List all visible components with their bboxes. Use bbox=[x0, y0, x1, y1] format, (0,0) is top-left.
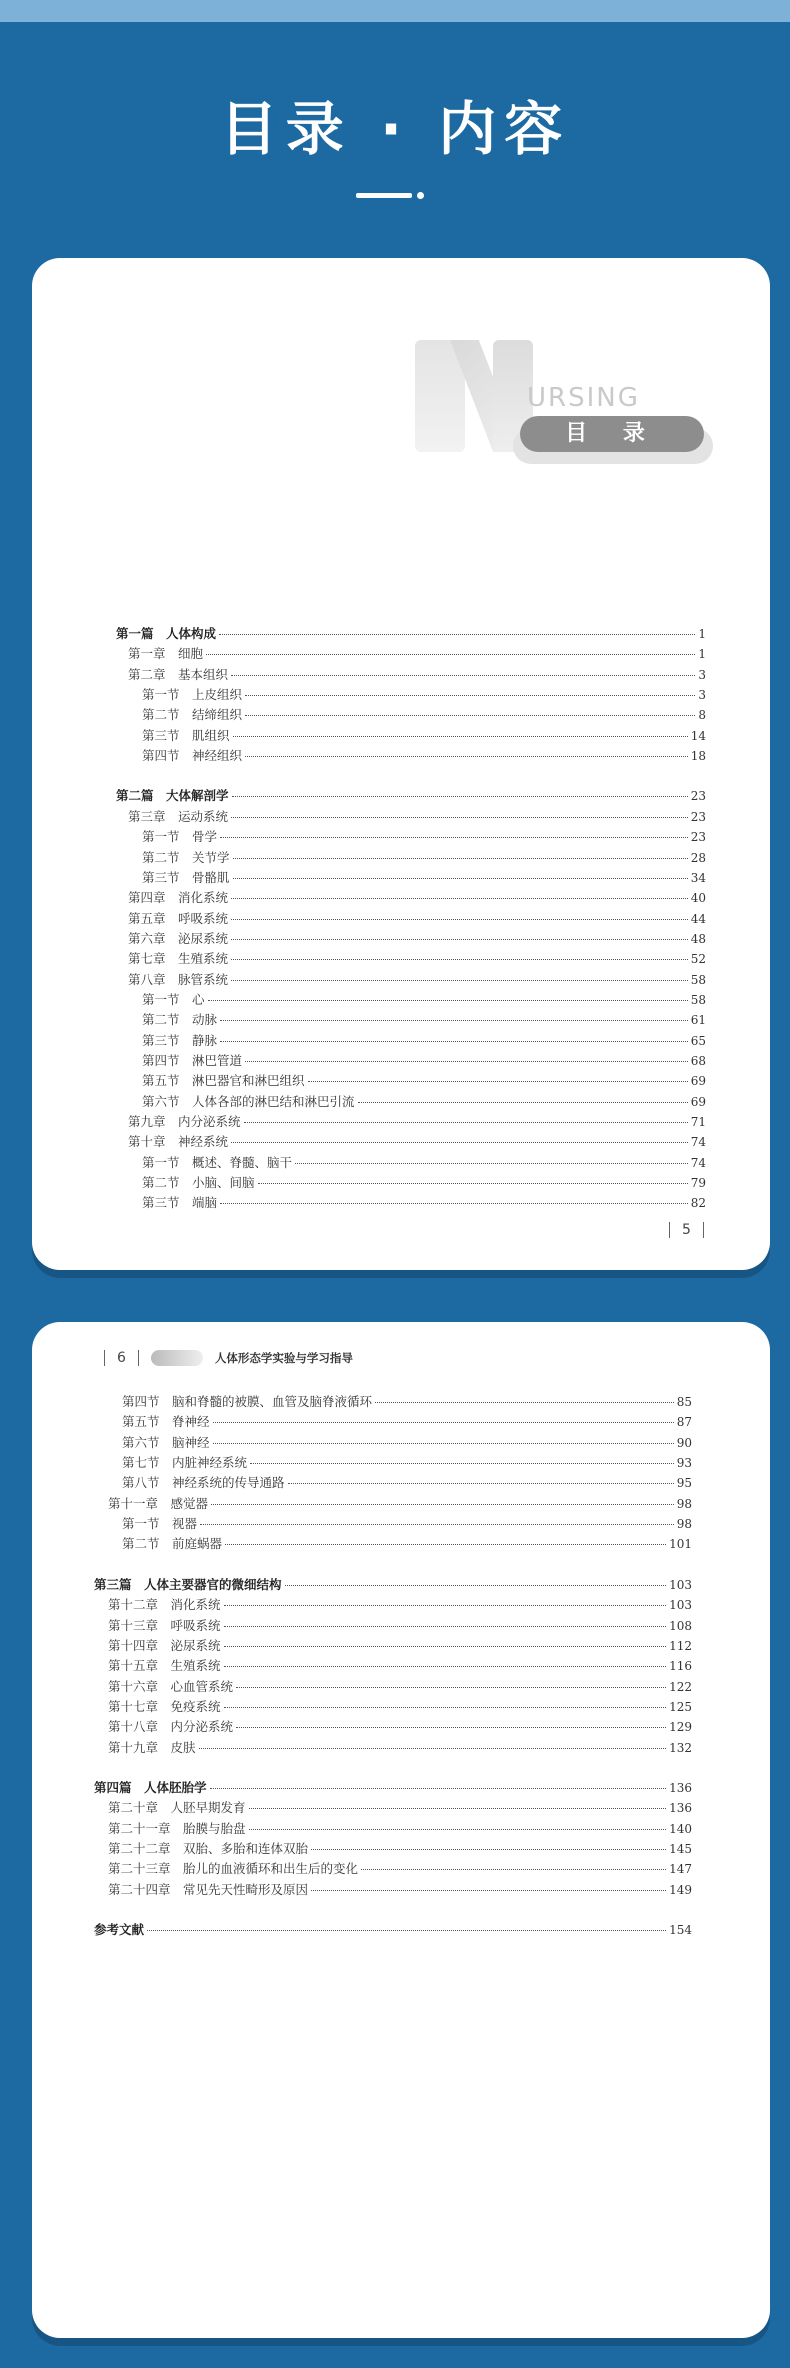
toc-entry-page: 65 bbox=[690, 1033, 706, 1048]
leader-dots bbox=[258, 1183, 688, 1184]
toc-entry-title: 第四节 神经组织 bbox=[142, 748, 243, 764]
leader-dots bbox=[231, 959, 688, 960]
toc-entry-title: 第四节 淋巴管道 bbox=[142, 1053, 243, 1068]
leader-dots bbox=[311, 1890, 666, 1891]
toc-entry-page: 95 bbox=[676, 1476, 692, 1491]
toc-entry-part[interactable] bbox=[94, 1778, 692, 1798]
leader-dots bbox=[250, 1463, 674, 1464]
toc-entry-page: 85 bbox=[676, 1395, 692, 1409]
toc-entry-section[interactable] bbox=[142, 990, 706, 1010]
leader-dots bbox=[311, 1849, 666, 1850]
leader-dots bbox=[232, 796, 688, 797]
toc-entry-title: 第三节 端脑 bbox=[142, 1195, 218, 1211]
top-strip bbox=[0, 0, 790, 22]
toc-entry-page: 132 bbox=[669, 1740, 692, 1755]
toc-entry-page: 145 bbox=[669, 1842, 692, 1856]
toc-entry-title: 第一节 概述、脊髓、脑干 bbox=[142, 1154, 293, 1170]
toc-entry-section[interactable] bbox=[142, 848, 706, 868]
toc-entry-section[interactable] bbox=[142, 705, 706, 725]
leader-dots bbox=[224, 1646, 667, 1647]
toc-entry-section[interactable] bbox=[122, 1453, 692, 1473]
leader-dots bbox=[208, 1000, 688, 1001]
toc-entry-section[interactable] bbox=[142, 827, 706, 847]
leader-dots bbox=[233, 878, 688, 879]
toc-entry-page: 23 bbox=[690, 830, 706, 845]
toc-entry-part[interactable] bbox=[94, 1920, 692, 1940]
toc-entry-chapter[interactable] bbox=[108, 1839, 692, 1859]
toc-entry-title: 第八章 脉管系统 bbox=[128, 971, 229, 987]
toc-entry-section[interactable] bbox=[122, 1534, 692, 1554]
toc-entry-chapter[interactable] bbox=[128, 807, 706, 827]
toc-entry-title: 第二篇 大体解剖学 bbox=[116, 788, 229, 804]
leader-dots bbox=[361, 1869, 666, 1870]
toc-entry-title: 第二十一章 胎膜与胎盘 bbox=[108, 1820, 246, 1836]
toc-entry-section[interactable] bbox=[142, 1153, 706, 1173]
banner-title: 目录 · 内容 bbox=[219, 95, 571, 163]
leader-dots bbox=[225, 1544, 666, 1545]
leader-dots bbox=[224, 1626, 667, 1627]
toc-entry-title: 第六节 脑神经 bbox=[122, 1434, 210, 1450]
toc-entry-section[interactable] bbox=[122, 1514, 692, 1534]
toc-entry-chapter[interactable] bbox=[128, 970, 706, 990]
toc-entry-title: 第二节 前庭蜗器 bbox=[122, 1536, 223, 1552]
toc-entry-chapter[interactable] bbox=[108, 1595, 692, 1615]
toc-entry-page: 23 bbox=[690, 789, 706, 804]
toc-entry-section[interactable] bbox=[142, 1193, 706, 1213]
leader-dots bbox=[288, 1483, 674, 1484]
toc-entry-title: 第五章 呼吸系统 bbox=[128, 910, 229, 926]
toc-entry-title: 第一节 骨学 bbox=[142, 829, 218, 845]
toc-entry-page: 108 bbox=[669, 1618, 692, 1633]
toc-entry-section[interactable] bbox=[122, 1433, 692, 1453]
leader-dots bbox=[200, 1524, 674, 1525]
leader-dots bbox=[358, 1102, 688, 1103]
page-number: 5 bbox=[682, 1222, 691, 1238]
toc-entry-chapter[interactable] bbox=[128, 1132, 706, 1152]
leader-dots bbox=[244, 1122, 688, 1123]
leader-dots bbox=[224, 1605, 667, 1606]
toc-page-6 bbox=[32, 1322, 770, 2338]
leader-dots bbox=[213, 1422, 674, 1423]
toc-entry-page: 74 bbox=[690, 1135, 706, 1150]
toc-entry-title: 第十六章 心血管系统 bbox=[108, 1678, 234, 1694]
toc-entry-title: 第七章 生殖系统 bbox=[128, 951, 229, 967]
leader-dots bbox=[236, 1687, 666, 1688]
toc-entry-title: 第七节 内脏神经系统 bbox=[122, 1455, 248, 1471]
leader-dots bbox=[199, 1748, 667, 1749]
toc-entry-chapter[interactable] bbox=[128, 665, 706, 685]
toc-entry-page: 18 bbox=[690, 749, 706, 764]
toc-entry-page: 69 bbox=[690, 1074, 706, 1089]
leader-dots bbox=[220, 1203, 688, 1204]
toc-entry-page: 98 bbox=[676, 1496, 692, 1511]
toc-entry-section[interactable] bbox=[122, 1473, 692, 1493]
toc-page-5 bbox=[32, 258, 770, 1270]
toc-entry-title: 第二十三章 胎儿的血液循环和出生后的变化 bbox=[108, 1861, 359, 1877]
leader-dots bbox=[233, 736, 688, 737]
toc-entry-title: 第二十章 人胚早期发育 bbox=[108, 1800, 246, 1816]
toc-entry-section[interactable] bbox=[142, 1010, 706, 1030]
toc-entry-page: 23 bbox=[690, 809, 706, 824]
toc-entry-title: 第十二章 消化系统 bbox=[108, 1597, 221, 1613]
leader-dots bbox=[245, 756, 688, 757]
toc-label-pill: 目 录 bbox=[520, 416, 704, 452]
toc-entry-title: 第一节 视器 bbox=[122, 1516, 198, 1532]
toc-entry-page: 147 bbox=[669, 1862, 692, 1877]
toc-entry-page: 116 bbox=[669, 1659, 692, 1674]
toc-entry-chapter[interactable] bbox=[128, 888, 706, 908]
running-header bbox=[92, 1348, 353, 1368]
toc-entry-chapter[interactable] bbox=[128, 644, 706, 664]
leader-dots bbox=[249, 1808, 667, 1809]
toc-entry-chapter[interactable] bbox=[128, 949, 706, 969]
toc-entry-section[interactable] bbox=[142, 1173, 706, 1193]
toc-entry-page: 125 bbox=[669, 1699, 692, 1714]
toc-entry-chapter[interactable] bbox=[108, 1717, 692, 1737]
toc-entry-page: 69 bbox=[690, 1094, 706, 1109]
leader-dots bbox=[206, 654, 695, 655]
leader-dots bbox=[245, 695, 695, 696]
header-decoration bbox=[151, 1350, 203, 1366]
leader-dots bbox=[231, 817, 688, 818]
toc-entry-title: 第一篇 人体构成 bbox=[116, 626, 217, 641]
toc-entry-chapter[interactable] bbox=[108, 1677, 692, 1697]
toc-entry-title: 第二节 动脉 bbox=[142, 1012, 218, 1028]
toc-entry-title: 第十八章 内分泌系统 bbox=[108, 1719, 234, 1735]
toc-entry-page: 154 bbox=[669, 1923, 692, 1938]
toc-entry-page: 3 bbox=[698, 688, 706, 703]
toc-entry-page: 93 bbox=[676, 1456, 692, 1471]
toc-entry-chapter[interactable] bbox=[108, 1636, 692, 1656]
leader-dots bbox=[220, 1041, 688, 1042]
toc-entry-page: 61 bbox=[690, 1013, 706, 1028]
toc-entry-title: 第二十二章 双胎、多胎和连体双胎 bbox=[108, 1841, 309, 1856]
leader-dots bbox=[375, 1402, 674, 1403]
toc-entry-page: 103 bbox=[669, 1577, 692, 1592]
toc-entry-page: 8 bbox=[698, 708, 706, 723]
leader-dots bbox=[210, 1788, 667, 1789]
nursing-logo bbox=[415, 340, 715, 470]
toc-entry-chapter[interactable] bbox=[108, 1616, 692, 1636]
leader-dots bbox=[245, 715, 695, 716]
toc-entry-page: 136 bbox=[669, 1780, 692, 1795]
toc-entry-title: 第二节 结缔组织 bbox=[142, 707, 243, 723]
leader-dots bbox=[213, 1443, 674, 1444]
toc-entry-title: 第十四章 泌尿系统 bbox=[108, 1637, 221, 1653]
toc-entry-page: 112 bbox=[669, 1638, 692, 1653]
toc-entry-title: 第二节 关节学 bbox=[142, 849, 230, 865]
toc-entry-section[interactable] bbox=[142, 685, 706, 705]
toc-entry-page: 129 bbox=[669, 1720, 692, 1735]
leader-dots bbox=[219, 634, 695, 635]
toc-entry-page: 44 bbox=[690, 911, 706, 926]
toc-entry-page: 58 bbox=[690, 992, 706, 1007]
toc-entry-title: 第三节 静脉 bbox=[142, 1032, 218, 1048]
page-number-footer bbox=[657, 1222, 716, 1238]
toc-entry-title: 第二节 小脑、间脑 bbox=[142, 1175, 255, 1191]
toc-entry-page: 79 bbox=[690, 1176, 706, 1191]
toc-entry-title: 第一节 上皮组织 bbox=[142, 687, 243, 703]
leader-dots bbox=[231, 898, 688, 899]
toc-entry-chapter[interactable] bbox=[108, 1880, 692, 1900]
toc-entry-section[interactable] bbox=[122, 1392, 692, 1412]
toc-entry-page: 3 bbox=[698, 667, 706, 682]
toc-entry-title: 第十七章 免疫系统 bbox=[108, 1698, 221, 1714]
leader-dots bbox=[231, 980, 688, 981]
page-number: 6 bbox=[117, 1350, 126, 1366]
title-underline-decoration bbox=[356, 190, 426, 200]
toc-entry-title: 第六节 人体各部的淋巴结和淋巴引流 bbox=[142, 1093, 355, 1109]
toc-entry-title: 第十三章 呼吸系统 bbox=[108, 1617, 221, 1633]
leader-dots bbox=[295, 1163, 688, 1164]
leader-dots bbox=[231, 939, 688, 940]
toc-entry-title: 第三章 运动系统 bbox=[128, 808, 229, 824]
toc-entry-page: 82 bbox=[690, 1196, 706, 1211]
toc-entry-page: 122 bbox=[669, 1679, 692, 1694]
running-title: 人体形态学实验与学习指导 bbox=[214, 1351, 353, 1365]
toc-entry-section[interactable] bbox=[142, 868, 706, 888]
toc-entry-page: 58 bbox=[690, 972, 706, 987]
toc-entry-title: 第十一章 感觉器 bbox=[108, 1495, 209, 1511]
leader-dots bbox=[236, 1727, 666, 1728]
toc-entry-page: 28 bbox=[690, 850, 706, 865]
toc-entry-title: 第十章 神经系统 bbox=[128, 1134, 229, 1150]
toc-entry-chapter[interactable] bbox=[108, 1656, 692, 1676]
toc-entry-page: 103 bbox=[669, 1598, 692, 1613]
toc-entry-chapter[interactable] bbox=[128, 929, 706, 949]
toc-entry-title: 第五节 脊神经 bbox=[122, 1414, 210, 1430]
toc-entry-page: 52 bbox=[690, 952, 706, 967]
toc-entry-title: 第三节 肌组织 bbox=[142, 727, 230, 743]
leader-dots bbox=[233, 858, 688, 859]
leader-dots bbox=[231, 675, 695, 676]
toc-entry-title: 第一节 心 bbox=[142, 991, 205, 1007]
toc-entry-title: 第八节 神经系统的传导通路 bbox=[122, 1475, 285, 1491]
toc-entry-chapter[interactable] bbox=[128, 1112, 706, 1132]
toc-entry-page: 136 bbox=[669, 1801, 692, 1816]
toc-entry-title: 第二章 基本组织 bbox=[128, 666, 229, 682]
toc-entry-part[interactable] bbox=[94, 1575, 692, 1595]
toc-entry-section[interactable] bbox=[142, 1071, 706, 1091]
toc-entry-title: 第三节 骨骼肌 bbox=[142, 869, 230, 885]
toc-entry-part[interactable] bbox=[116, 786, 706, 806]
toc-entry-page: 71 bbox=[690, 1115, 706, 1130]
nursing-logo-letters: URSING bbox=[527, 383, 640, 413]
toc-entry-chapter[interactable] bbox=[108, 1697, 692, 1717]
toc-entry-page: 14 bbox=[690, 728, 706, 743]
toc-entry-title: 第四章 消化系统 bbox=[128, 890, 229, 906]
leader-dots bbox=[245, 1061, 688, 1062]
toc-entry-title: 第十五章 生殖系统 bbox=[108, 1658, 221, 1674]
toc-entry-page: 101 bbox=[669, 1537, 692, 1552]
toc-entry-title: 第六章 泌尿系统 bbox=[128, 930, 229, 946]
toc-entry-section[interactable] bbox=[142, 1092, 706, 1112]
toc-entry-title: 第十九章 皮肤 bbox=[108, 1739, 196, 1755]
leader-dots bbox=[285, 1585, 667, 1586]
toc-entry-page: 1 bbox=[698, 627, 706, 641]
toc-entry-section[interactable] bbox=[142, 1051, 706, 1071]
toc-entry-title: 参考文献 bbox=[94, 1922, 145, 1938]
toc-entry-page: 149 bbox=[669, 1882, 692, 1897]
toc-entry-title: 第四篇 人体胚胎学 bbox=[94, 1779, 207, 1795]
toc-entry-title: 第五节 淋巴器官和淋巴组织 bbox=[142, 1073, 305, 1089]
toc-entry-page: 68 bbox=[690, 1054, 706, 1068]
toc-entry-title: 第一章 细胞 bbox=[128, 646, 204, 662]
leader-dots bbox=[224, 1707, 667, 1708]
leader-dots bbox=[147, 1930, 666, 1931]
leader-dots bbox=[220, 1020, 688, 1021]
leader-dots bbox=[308, 1081, 688, 1082]
toc-entry-chapter[interactable] bbox=[108, 1798, 692, 1818]
toc-entry-page: 98 bbox=[676, 1517, 692, 1532]
toc-entry-title: 第二十四章 常见先天性畸形及原因 bbox=[108, 1881, 309, 1897]
toc-entry-section[interactable] bbox=[142, 1031, 706, 1051]
toc-entry-section[interactable] bbox=[142, 746, 706, 766]
toc-entry-page: 1 bbox=[698, 647, 706, 662]
leader-dots bbox=[231, 919, 688, 920]
leader-dots bbox=[211, 1504, 674, 1505]
leader-dots bbox=[220, 837, 688, 838]
toc-entry-chapter[interactable] bbox=[108, 1859, 692, 1879]
toc-entry-page: 48 bbox=[690, 931, 706, 946]
toc-entry-page: 40 bbox=[690, 891, 706, 906]
toc-entry-section[interactable] bbox=[122, 1412, 692, 1432]
toc-entry-title: 第九章 内分泌系统 bbox=[128, 1114, 241, 1130]
toc-entry-section[interactable] bbox=[142, 726, 706, 746]
toc-entry-page: 74 bbox=[690, 1155, 706, 1170]
leader-dots bbox=[224, 1666, 667, 1667]
toc-entry-chapter[interactable] bbox=[108, 1738, 692, 1758]
toc-entry-page: 90 bbox=[676, 1435, 692, 1450]
toc-entry-page: 87 bbox=[676, 1415, 692, 1430]
leader-dots bbox=[249, 1829, 667, 1830]
toc-entry-chapter[interactable] bbox=[108, 1819, 692, 1839]
toc-entry-chapter[interactable] bbox=[108, 1494, 692, 1514]
toc-entry-chapter[interactable] bbox=[128, 909, 706, 929]
toc-entry-page: 34 bbox=[690, 870, 706, 885]
toc-entry-page: 140 bbox=[669, 1821, 692, 1836]
toc-entry-title: 第三篇 人体主要器官的微细结构 bbox=[94, 1576, 282, 1592]
leader-dots bbox=[231, 1142, 688, 1143]
toc-entry-title: 第四节 脑和脊髓的被膜、血管及脑脊液循环 bbox=[122, 1394, 373, 1409]
toc-entry-part[interactable] bbox=[116, 624, 706, 644]
